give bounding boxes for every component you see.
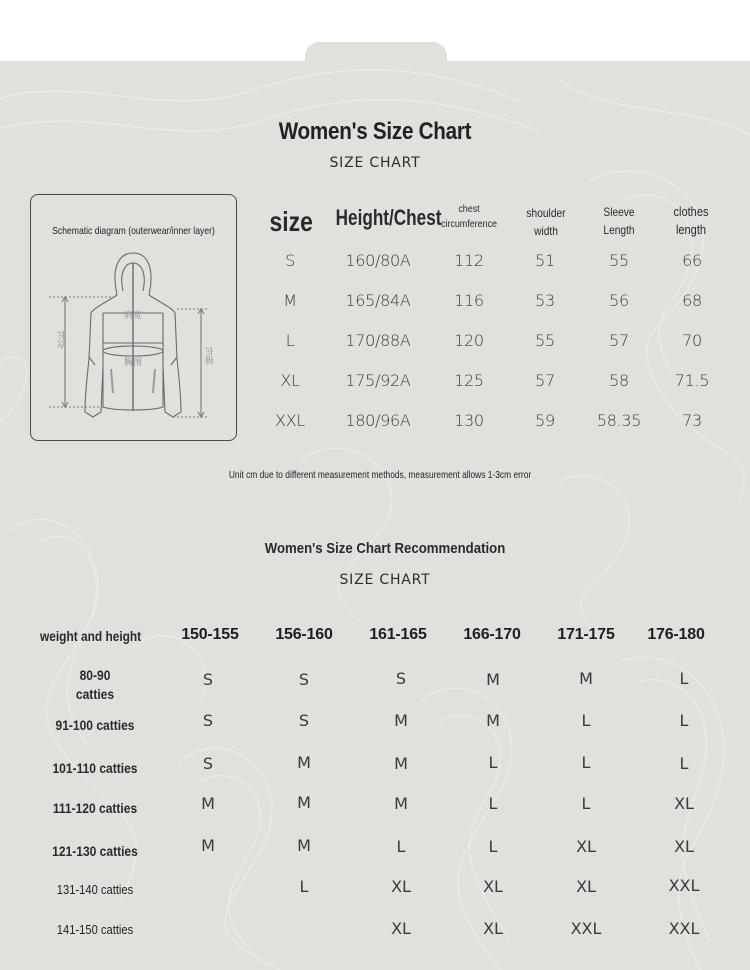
size-cell: XL: [576, 877, 596, 896]
header-sleeve-line2: Length: [603, 223, 635, 237]
size-cell: S: [202, 670, 214, 689]
cell-sleeve: 56: [609, 291, 629, 310]
cell-length: 73: [682, 411, 702, 430]
row-label: 131-140 catties: [56, 882, 134, 897]
measurement-note: Unit cm due to different measurement methods, measurement allows 1-3cm error: [228, 469, 532, 481]
recommendation-subtitle: SIZE CHART: [339, 572, 431, 588]
row-label: 111-120 catties: [52, 800, 138, 816]
cell-height-chest: 180/96A: [345, 411, 411, 430]
cell-height-chest: 170/88A: [345, 331, 411, 350]
cell-chest: 130: [454, 411, 484, 430]
cell-shoulder: 53: [535, 291, 555, 310]
size-cell: M: [297, 753, 311, 772]
size-cell: S: [298, 670, 310, 689]
cell-length: 70: [682, 331, 702, 350]
size-cell: XL: [576, 837, 596, 856]
size-cell: M: [297, 793, 311, 812]
cell-height-chest: 165/84A: [345, 291, 411, 310]
size-cell: L: [488, 837, 498, 856]
sleeve-length-label: 袖长: [205, 347, 215, 365]
cell-size: XL: [280, 371, 300, 390]
cell-length: 66: [682, 251, 702, 270]
header-chest-line2: circumference: [440, 218, 498, 230]
size-cell: M: [486, 670, 500, 689]
size-cell: M: [201, 836, 215, 855]
cell-shoulder: 59: [535, 411, 555, 430]
size-cell: L: [581, 711, 591, 730]
size-cell: XL: [391, 877, 411, 896]
size-cell: L: [299, 877, 309, 896]
size-cell: L: [488, 794, 498, 813]
cell-size: L: [285, 331, 295, 350]
diagram-caption: Schematic diagram (outerwear/inner layer): [52, 225, 215, 237]
size-cell: XL: [483, 919, 503, 938]
header-shoulder-line2: width: [534, 224, 558, 238]
header-size: size: [269, 206, 313, 237]
row-label: 121-130 catties: [52, 843, 138, 859]
size-cell: L: [488, 753, 498, 772]
header-height-chest: Height/Chest: [335, 205, 442, 230]
cell-height-chest: 160/80A: [345, 251, 411, 270]
cell-sleeve: 58: [609, 371, 629, 390]
cell-chest: 125: [454, 371, 484, 390]
page-title: Women's Size Chart: [278, 118, 472, 145]
cell-sleeve: 58.35: [596, 411, 642, 430]
row-label: [48, 666, 143, 704]
cell-size: M: [283, 291, 297, 310]
cell-length: 68: [682, 291, 702, 310]
cell-chest: 116: [454, 291, 484, 310]
jacket-diagram-icon: [45, 247, 223, 422]
cell-size: XXL: [275, 411, 305, 430]
page-subtitle: SIZE CHART: [329, 155, 421, 171]
size-cell: M: [297, 836, 311, 855]
size-cell: S: [202, 711, 214, 730]
corner-label: weight and height: [40, 628, 142, 644]
cell-shoulder: 55: [535, 331, 555, 350]
row-label-line1: 80-90: [79, 667, 111, 683]
size-cell: S: [202, 754, 214, 773]
row-label: 101-110 catties: [52, 760, 138, 776]
shoulder-label: 肩宽: [124, 310, 143, 320]
size-cell: XL: [483, 877, 503, 896]
row-label: 91-100 catties: [55, 717, 135, 733]
size-cell: L: [679, 669, 689, 688]
row-label: 141-150 catties: [56, 922, 134, 937]
size-cell: S: [395, 669, 407, 688]
cell-sleeve: 57: [609, 331, 629, 350]
cell-length: 71.5: [674, 371, 710, 390]
size-cell: L: [581, 794, 591, 813]
recommendation-title: Women's Size Chart Recommendation: [264, 540, 506, 557]
cell-sleeve: 55: [609, 251, 629, 270]
cell-shoulder: 57: [535, 371, 555, 390]
header-sleeve-line1: Sleeve: [603, 205, 635, 219]
schematic-diagram-box: [30, 194, 237, 441]
size-cell: L: [396, 837, 406, 856]
column-header: 166-170: [463, 626, 521, 643]
size-cell: XXL: [668, 919, 700, 938]
column-header: 156-160: [275, 626, 333, 643]
header-chest-line1: chest: [458, 203, 480, 215]
header-clothes-length: [660, 203, 721, 239]
column-header: 161-165: [369, 626, 427, 643]
header-sleeve-length: [589, 203, 649, 239]
size-cell: XXL: [668, 876, 700, 895]
size-cell: L: [679, 754, 689, 773]
size-cell: M: [201, 794, 215, 813]
size-cell: S: [298, 711, 310, 730]
size-cell: XXL: [570, 919, 602, 938]
column-header: 176-180: [647, 626, 705, 643]
size-cell: L: [679, 711, 689, 730]
size-cell: XL: [674, 794, 694, 813]
header-clothes-line1: clothes: [673, 204, 709, 219]
column-header: 171-175: [557, 626, 615, 643]
cell-shoulder: 51: [535, 251, 555, 270]
size-cell: M: [579, 669, 593, 688]
size-cell: L: [581, 753, 591, 772]
size-cell: M: [394, 754, 408, 773]
size-cell: XL: [674, 837, 694, 856]
clothes-length-label: 衣长: [57, 331, 67, 349]
chest-label: 胸围: [124, 357, 143, 367]
header-chest-circumference: [437, 202, 502, 232]
size-cell: XL: [391, 919, 411, 938]
size-cell: M: [394, 794, 408, 813]
size-cell: M: [394, 711, 408, 730]
cell-size: S: [285, 251, 295, 270]
cell-chest: 120: [454, 331, 484, 350]
header-shoulder-line1: shoulder: [526, 206, 566, 220]
cell-height-chest: 175/92A: [345, 371, 411, 390]
size-cell: M: [486, 711, 500, 730]
column-header: 150-155: [181, 626, 239, 643]
cell-chest: 112: [454, 251, 484, 270]
header-shoulder-width: [515, 204, 576, 240]
row-label-line2: catties: [75, 686, 115, 702]
header-clothes-line2: length: [675, 222, 707, 237]
